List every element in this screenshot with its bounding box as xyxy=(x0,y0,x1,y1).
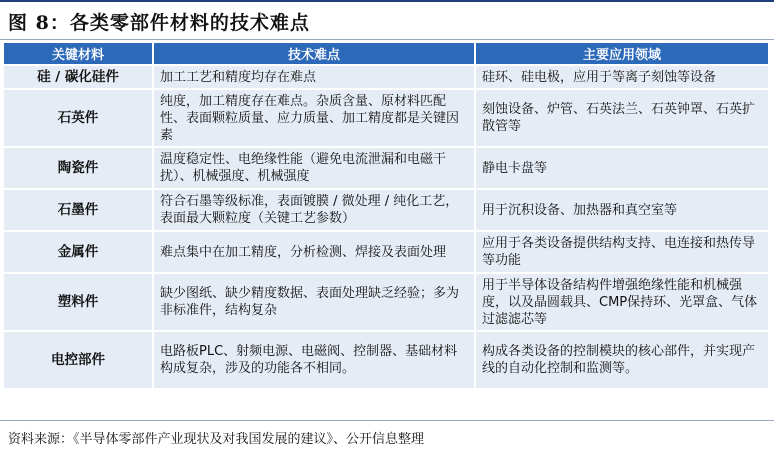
difficulty-cell: 难点集中在加工精度，分析检测、焊接及表面处理 xyxy=(154,232,476,272)
table-row xyxy=(4,232,768,272)
difficulty-cell: 纯度，加工精度存在难点。杂质含量、原材料匹配性、表面颗粒质量、应力质量、加工精度都是关键因素 xyxy=(154,90,476,146)
application-cell: 静电卡盘等 xyxy=(476,148,768,188)
difficulty-cell: 电路板PLC、射频电源、电磁阀、控制器、基础材料构成复杂，涉及的功能各不相同。 xyxy=(154,332,476,388)
application-cell: 用于沉积设备、加热器和真空室等 xyxy=(476,190,768,230)
difficulty-cell: 温度稳定性、电绝缘性能（避免电流泄漏和电磁干扰）、机械强度、机械强度 xyxy=(154,148,476,188)
table-row xyxy=(4,332,768,388)
material-cell: 电控部件 xyxy=(4,332,154,388)
material-cell: 硅 / 碳化硅件 xyxy=(4,66,154,88)
application-cell: 应用于各类设备提供结构支持、电连接和热传导等功能 xyxy=(476,232,768,272)
bottom-divider xyxy=(0,420,774,421)
application-cell: 刻蚀设备、炉管、石英法兰、石英钟罩、石英扩散管等 xyxy=(476,90,768,146)
materials-table xyxy=(4,41,768,390)
difficulty-cell: 缺少图纸、缺少精度数据、表面处理缺乏经验；多为非标准件，结构复杂 xyxy=(154,274,476,330)
application-cell: 硅环、硅电极，应用于等离子刻蚀等设备 xyxy=(476,66,768,88)
header-difficulty: 技术难点 xyxy=(154,43,476,64)
material-cell: 石英件 xyxy=(4,90,154,146)
table-row xyxy=(4,190,768,230)
application-cell: 用于半导体设备结构件增强绝缘性能和机械强度，以及晶圆载具、CMP保持环、光罩盒、气体过滤滤芯等 xyxy=(476,274,768,330)
table-row xyxy=(4,274,768,330)
difficulty-cell: 符合石墨等级标准，表面镀膜 / 微处理 / 纯化工艺，表面最大颗粒度（关键工艺参数） xyxy=(154,190,476,230)
material-cell: 陶瓷件 xyxy=(4,148,154,188)
header-material: 关键材料 xyxy=(4,43,154,64)
table-row xyxy=(4,66,768,88)
difficulty-cell: 加工工艺和精度均存在难点 xyxy=(154,66,476,88)
header-application: 主要应用领域 xyxy=(476,43,768,64)
table-row xyxy=(4,90,768,146)
material-cell: 石墨件 xyxy=(4,190,154,230)
material-cell: 塑料件 xyxy=(4,274,154,330)
figure-title: 图 8：各类零部件材料的技术难点 xyxy=(8,12,310,34)
table-row xyxy=(4,148,768,188)
application-cell: 构成各类设备的控制模块的核心部件，并实现产线的自动化控制和监测等。 xyxy=(476,332,768,388)
material-cell: 金属件 xyxy=(4,232,154,272)
figure-title-bar xyxy=(0,0,774,40)
table-header-row xyxy=(4,43,768,64)
source-note: 资料来源：《半导体零部件产业现状及对我国发展的建议》、公开信息整理 xyxy=(8,432,425,447)
